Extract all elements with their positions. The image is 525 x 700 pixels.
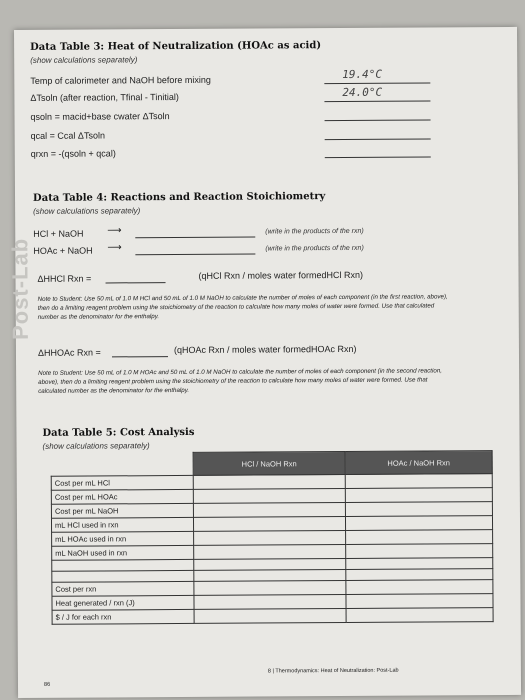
- rxn2-reactants: HOAc + NaOH: [33, 245, 93, 256]
- spacer-cell: [346, 569, 493, 581]
- header-hoac-naoh: HOAc / NaOH Rxn: [345, 451, 492, 475]
- handwritten-delta-t-value: 24.0°C: [342, 85, 383, 99]
- table3-row-qrxn: qrxn = -(qsoln + qcal): [30, 148, 116, 159]
- value-cell[interactable]: [194, 530, 346, 545]
- value-cell[interactable]: [194, 608, 346, 623]
- table5-subtitle: (show calculations separately): [42, 441, 150, 451]
- row-label: $ / J for each rxn: [52, 609, 194, 624]
- dh2-formula: (qHOAc Rxn / moles water formedHOAc Rxn): [173, 343, 357, 356]
- answer-line-qrxn[interactable]: [325, 156, 431, 158]
- dh1-answer-line[interactable]: [106, 282, 166, 283]
- rxn1-arrow-icon: ⟶: [107, 225, 122, 237]
- row-label: Cost per mL HOAc: [51, 489, 193, 504]
- rxn1-hint: (write in the products of the rxn): [265, 227, 364, 236]
- dh1-label: ΔHHCl Rxn =: [37, 273, 92, 284]
- answer-line-temp[interactable]: [324, 82, 430, 84]
- answer-line-qcal[interactable]: [325, 138, 431, 140]
- cost-analysis-table: [51, 450, 494, 625]
- answer-line-delta-t[interactable]: [324, 100, 430, 102]
- value-cell[interactable]: [346, 544, 493, 559]
- table3-row-delta-t: ΔTsoln (after reaction, Tfinal - Tinitial): [30, 91, 179, 103]
- value-cell[interactable]: [193, 516, 345, 531]
- table3-title: Data Table 3: Heat of Neutralization (HOAc as acid): [30, 40, 322, 53]
- row-label: Cost per mL NaOH: [51, 503, 193, 518]
- table3-row-qcal: qcal = Ccal ΔTsoln: [30, 130, 105, 141]
- note-to-student-1: Note to Student: Use 50 mL of 1.0 M HCl and 50 mL of 1.0 M NaOH to calculate the number of moles of each component (in the first reaction, above), then do a limiting reagent problem using the stoichiometry of the reaction to calculate how many moles of water were formed. Use that calculated number as the denominator for the enthalpy.: [37, 293, 448, 321]
- table4-title: Data Table 4: Reactions and Reaction Stoichiometry: [32, 191, 326, 204]
- handwritten-temp-value: 19.4°C: [342, 67, 383, 81]
- table-header-row: [51, 451, 492, 477]
- value-cell[interactable]: [346, 530, 493, 545]
- spacer-cell: [52, 570, 194, 582]
- spacer-cell: [194, 558, 346, 570]
- value-cell[interactable]: [194, 580, 346, 595]
- header-blank-cell: [51, 452, 193, 476]
- spacer-cell: [52, 559, 194, 571]
- row-label: mL NaOH used in rxn: [52, 545, 194, 560]
- header-hcl-naoh: HCl / NaOH Rxn: [193, 451, 345, 475]
- value-cell[interactable]: [346, 608, 493, 623]
- row-label: Heat generated / rxn (J): [52, 595, 194, 610]
- note-to-student-2: Note to Student: Use 50 mL of 1.0 M HOAc and 50 mL of 1.0 M NaOH to calculate the number of moles of each component (in the second reaction, above), then do a limiting reagent problem using the stoichiometry of the reaction to calculate how many moles of water were formed. Use that calculated number as the denominator for the enthalpy.: [38, 367, 443, 395]
- value-cell[interactable]: [345, 474, 492, 489]
- footer-running-title: 8 | Thermodynamics: Heat of Neutralization: Post-Lab: [267, 667, 399, 675]
- value-cell[interactable]: [345, 516, 492, 531]
- dh2-label: ΔHHOAc Rxn =: [37, 347, 101, 358]
- rxn2-arrow-icon: ⟶: [107, 242, 122, 254]
- rxn2-products-line[interactable]: [135, 254, 255, 256]
- table-row: [52, 608, 493, 625]
- value-cell[interactable]: [194, 544, 346, 559]
- value-cell[interactable]: [193, 488, 345, 503]
- value-cell[interactable]: [346, 580, 493, 595]
- page-number: 86: [43, 681, 51, 688]
- dh2-answer-line[interactable]: [112, 356, 168, 357]
- value-cell[interactable]: [345, 502, 492, 517]
- table3-row-qsoln: qsoln = macid+base cwater ΔTsoln: [30, 111, 170, 122]
- post-lab-watermark: Post-Lab: [7, 237, 33, 341]
- rxn2-hint: (write in the products of the rxn): [265, 244, 364, 253]
- row-label: mL HOAc used in rxn: [52, 531, 194, 546]
- value-cell[interactable]: [345, 488, 492, 503]
- rxn1-products-line[interactable]: [135, 237, 255, 239]
- table4-subtitle: (show calculations separately): [33, 206, 141, 216]
- value-cell[interactable]: [194, 594, 346, 609]
- rxn1-reactants: HCl + NaOH: [33, 228, 84, 239]
- spacer-cell: [346, 558, 493, 570]
- spacer-cell: [194, 569, 346, 581]
- value-cell[interactable]: [346, 594, 493, 609]
- table3-subtitle: (show calculations separately): [30, 55, 138, 65]
- answer-line-qsoln[interactable]: [325, 119, 431, 121]
- value-cell[interactable]: [193, 502, 345, 517]
- dh1-formula: (qHCl Rxn / moles water formedHCl Rxn): [198, 269, 364, 281]
- row-label: mL HCl used in rxn: [51, 517, 193, 532]
- table3-row-temp: Temp of calorimeter and NaOH before mixing: [30, 74, 211, 86]
- worksheet-page: [7, 27, 521, 698]
- table5-title: Data Table 5: Cost Analysis: [42, 426, 195, 439]
- row-label: Cost per mL HCl: [51, 475, 193, 490]
- value-cell[interactable]: [193, 474, 345, 489]
- row-label: Cost per rxn: [52, 581, 194, 596]
